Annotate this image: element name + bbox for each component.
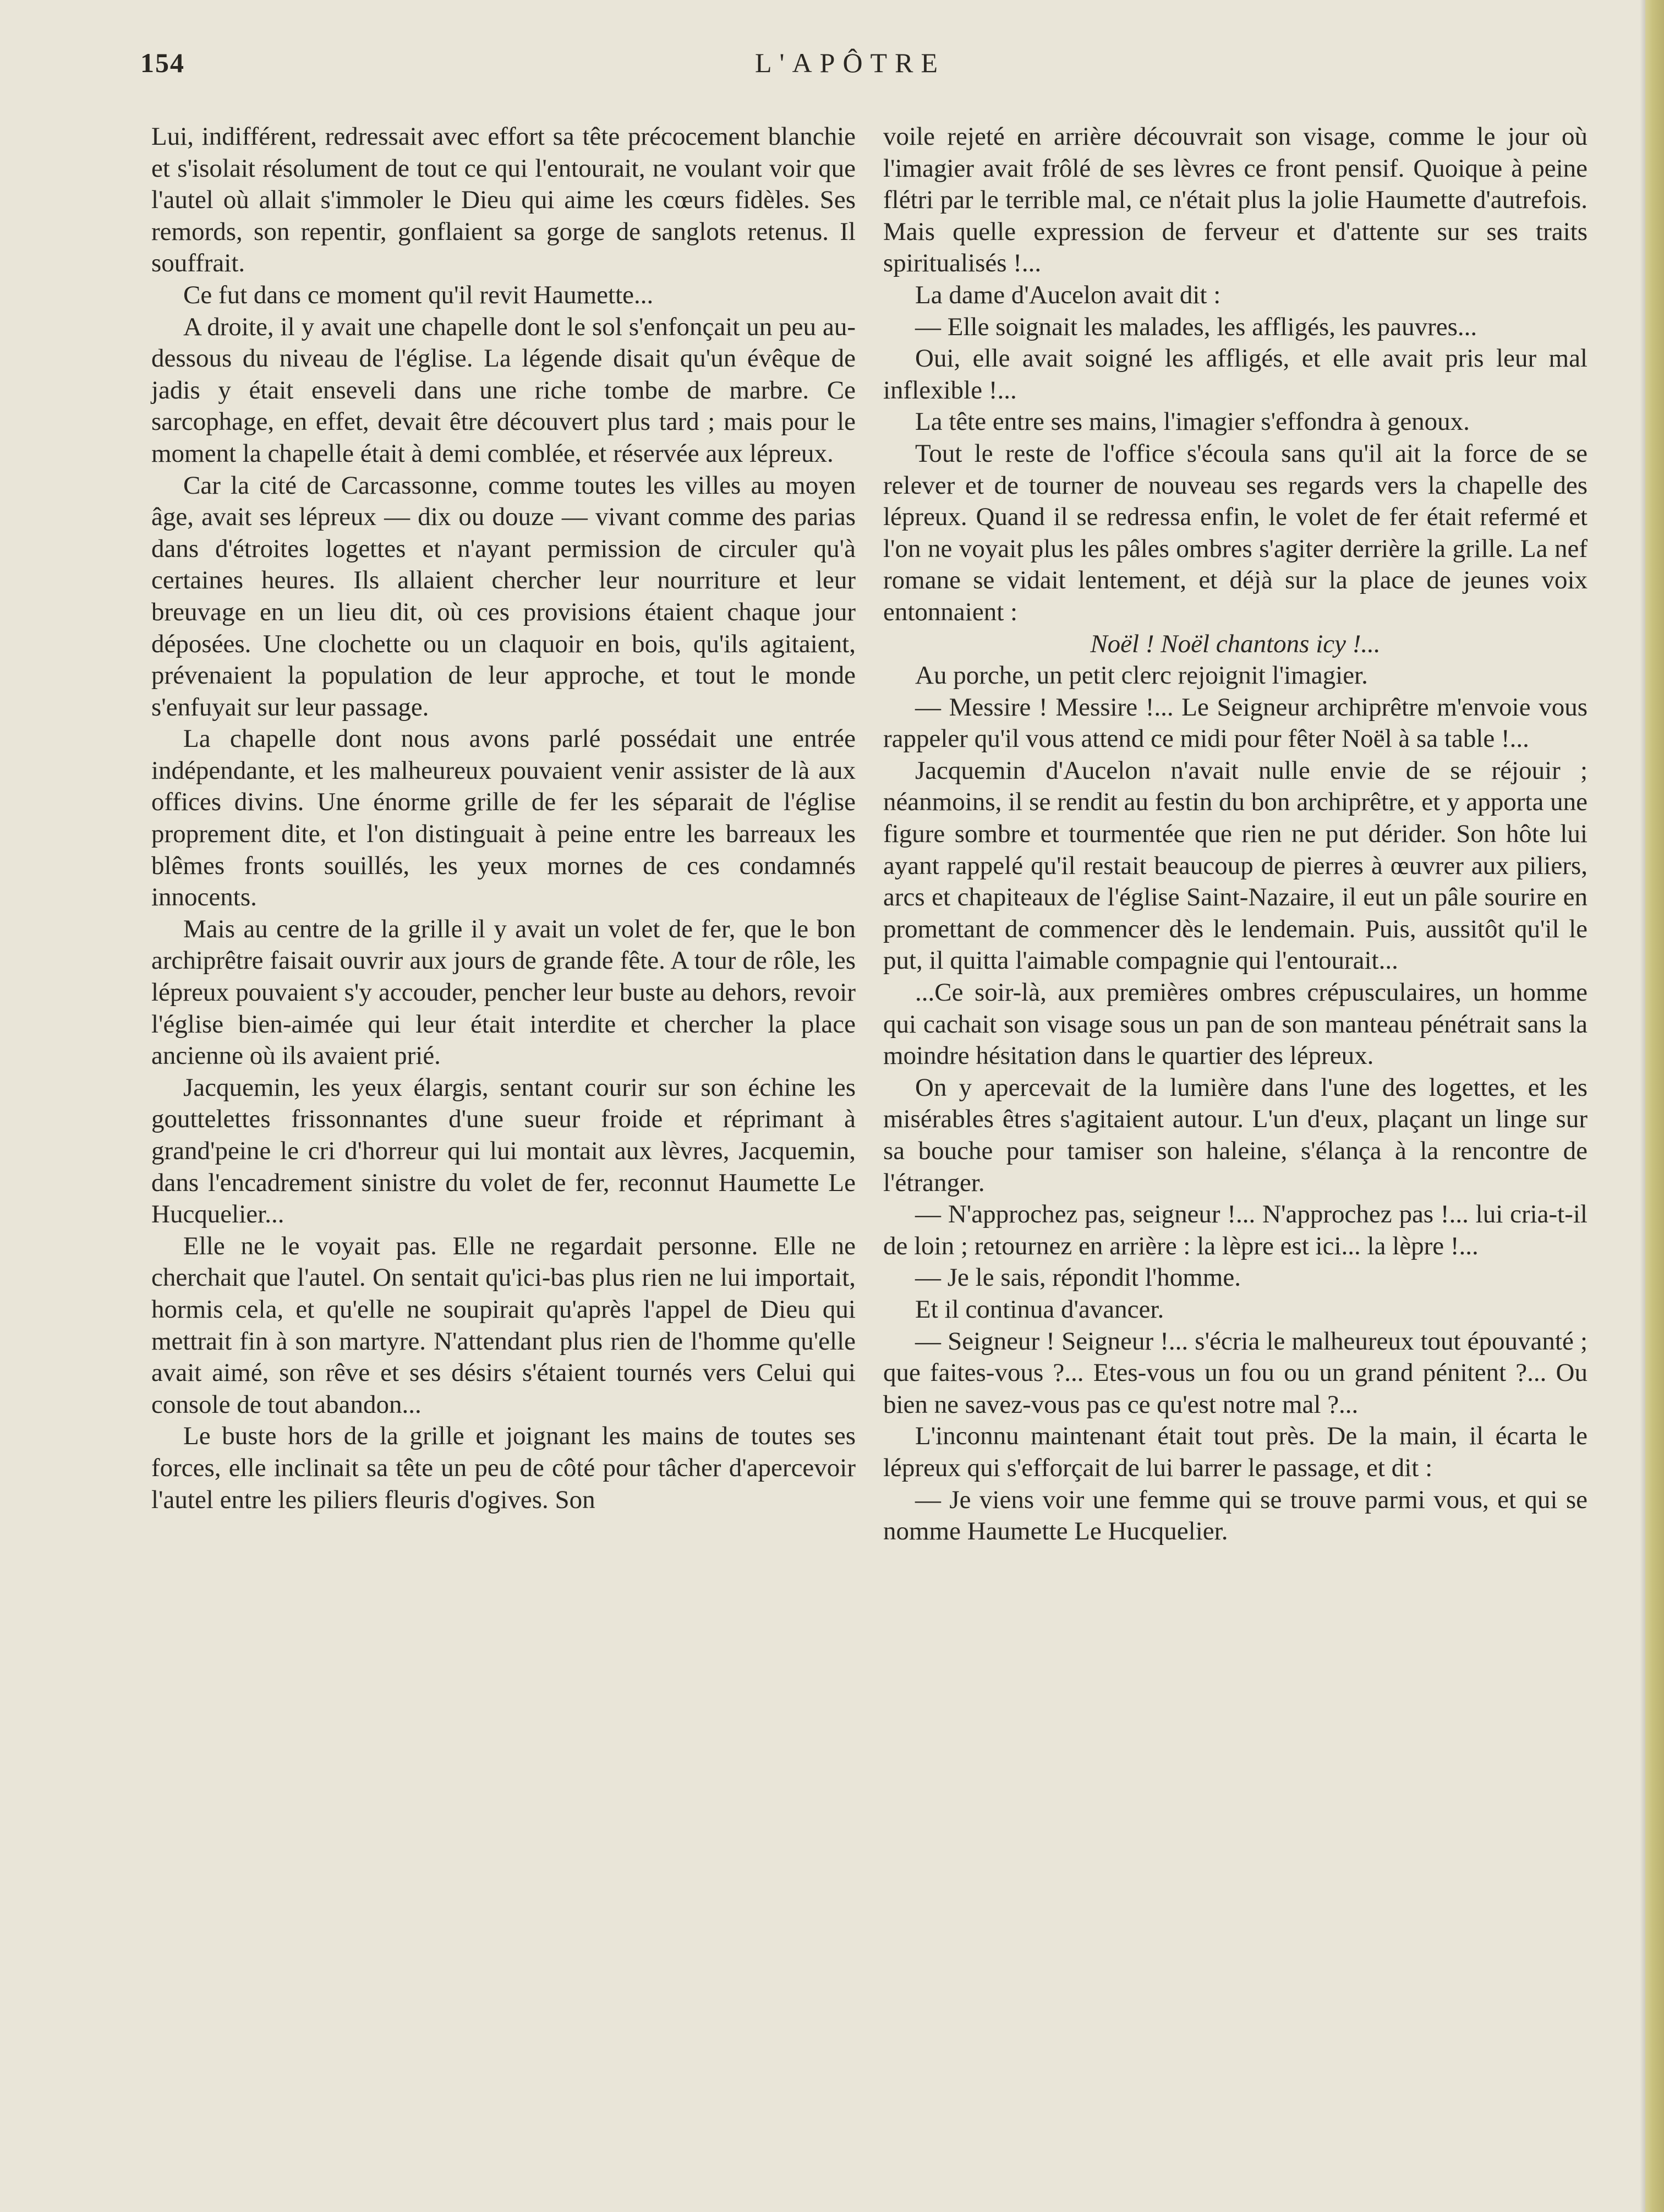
left-column: [151, 121, 856, 1516]
paragraph: On y apercevait de la lumière dans l'une des logettes, et les misérables êtres s'agitaient autour. L'un d'eux, plaçant un linge sur sa bouche pour tamiser son haleine, s'élança à la rencontre de l'étranger.: [883, 1073, 1588, 1197]
paragraph: La dame d'Aucelon avait dit :: [915, 280, 1221, 309]
paragraph: Ce fut dans ce moment qu'il revit Haumette...: [183, 280, 654, 309]
song-verse: Noël ! Noël chantons icy !...: [1090, 629, 1381, 658]
paragraph: La tête entre ses mains, l'imagier s'effondra à genoux.: [915, 407, 1470, 436]
right-column: [883, 121, 1588, 1548]
paragraph: Et il continua d'avancer.: [915, 1295, 1164, 1324]
running-title: L'APÔTRE: [754, 47, 945, 78]
paragraph: — Messire ! Messire !... Le Seigneur archiprêtre m'envoie vous rappeler qu'il vous attend ce midi pour fêter Noël à sa table !...: [883, 692, 1588, 753]
paragraph: — Seigneur ! Seigneur !... s'écria le malheureux tout épouvanté ; que faites-vous ?... Etes-vous un fou ou un grand pénitent ?... Ou bien ne savez-vous pas ce qu'est notre mal ?...: [883, 1326, 1588, 1419]
paragraph: Car la cité de Carcassonne, comme toutes les villes au moyen âge, avait ses lépreux — dix ou douze — vivant comme des parias dans d'étroites logettes et n'ayant permission de circuler qu'à certaines heures. Ils allaient chercher leur nourriture et leur breuvage en un lieu dit, où ces provisions étaient chaque jour déposées. Une clochette ou un claquoir en bois, qu'ils agitaient, prévenaient la population de leur approche, et tout le monde s'enfuyait sur leur passage.: [151, 471, 856, 722]
paragraph: ...Ce soir-là, aux premières ombres crépusculaires, un homme qui cachait son visage sous un pan de son manteau pénétrait sans la moindre hésitation dans le quartier des lépreux.: [883, 978, 1588, 1071]
paragraph: — Je viens voir une femme qui se trouve parmi vous, et qui se nomme Haumette Le Hucquelier.: [883, 1485, 1588, 1546]
paragraph: — Elle soignait les malades, les affligés, les pauvres...: [915, 312, 1477, 341]
paragraph: Au porche, un petit clerc rejoignit l'imagier.: [915, 661, 1368, 690]
paragraph: Elle ne le voyait pas. Elle ne regardait personne. Elle ne cherchait que l'autel. On sentait qu'ici-bas plus rien ne lui importait, hormis cela, et qu'elle ne soupirait qu'après l'appel de Dieu qui mettrait fin à son martyre. N'attendant plus rien de l'homme qu'elle avait aimé, son rêve et ses désirs s'étaient tournés vers Celui qui console de tout abandon...: [151, 1231, 856, 1419]
paragraph: Jacquemin, les yeux élargis, sentant courir sur son échine les gouttelettes frissonnantes d'une sueur froide et réprimant à grand'peine le cri d'horreur qui lui montait aux lèvres, Jacquemin, dans l'encadrement sinistre du volet de fer, reconnut Haumette Le Hucquelier...: [151, 1073, 856, 1229]
paragraph: Oui, elle avait soigné les affligés, et elle avait pris leur mal inflexible !...: [883, 344, 1588, 405]
paragraph: — N'approchez pas, seigneur !... N'approchez pas !... lui cria-t-il de loin ; retournez en arrière : la lèpre est ici... la lèpre !...: [883, 1200, 1588, 1260]
page-header: [140, 47, 1560, 91]
paragraph: A droite, il y avait une chapelle dont le sol s'enfonçait un peu au-dessous du niveau de l'église. La légende disait qu'un évêque de jadis y était enseveli dans une riche tombe de marbre. Ce sarcophage, en effet, devait être découvert plus tard ; mais pour le moment la chapelle était à demi comblée, et réservée aux lépreux.: [151, 312, 856, 468]
page-number: 154: [140, 47, 185, 78]
paragraph: Jacquemin d'Aucelon n'avait nulle envie de se réjouir ; néanmoins, il se rendit au festin du bon archiprêtre, et y apporta une figure sombre et tourmentée que rien ne put dérider. Son hôte lui ayant rappelé qu'il restait beaucoup de pierres à œuvrer aux piliers, arcs et chapiteaux de l'église Saint-Nazaire, il eut un pâle sourire en promettant de commencer dès le lendemain. Puis, aussitôt qu'il le put, il quitta l'aimable compagnie qui l'entourait...: [883, 756, 1588, 975]
paragraph: L'inconnu maintenant était tout près. De la main, il écarta le lépreux qui s'efforçait de lui barrer le passage, et dit :: [883, 1422, 1588, 1482]
paragraph: — Je le sais, répondit l'homme.: [915, 1263, 1241, 1292]
paragraph: voile rejeté en arrière découvrait son visage, comme le jour où l'imagier avait frôlé de ses lèvres ce front pensif. Quoique à peine flétri par le terrible mal, ce n'était plus la jolie Haumette d'autrefois. Mais quelle expression de ferveur et d'attente sur ses traits spiritualisés !...: [883, 122, 1588, 278]
page-edge: [1645, 0, 1664, 2212]
paragraph: Le buste hors de la grille et joignant les mains de toutes ses forces, elle inclinait sa tête un peu de côté pour tâcher d'apercevoir l'autel entre les piliers fleuris d'ogives. Son: [151, 1422, 856, 1514]
paragraph: Lui, indifférent, redressait avec effort sa tête précocement blanchie et s'isolait résolument de tout ce qui l'entourait, ne voulant voir que l'autel où allait s'immoler le Dieu qui aime les cœurs fidèles. Ses remords, son repentir, gonflaient sa gorge de sanglots retenus. Il souffrait.: [151, 122, 856, 278]
paragraph: La chapelle dont nous avons parlé possédait une entrée indépendante, et les malheureux pouvaient venir assister de là aux offices divins. Une énorme grille de fer les séparait de l'église proprement dite, et l'on distinguait à peine entre les barreaux les blêmes fronts souillés, les yeux mornes de ces condamnés innocents.: [151, 724, 856, 912]
page-edge-shadow: [1640, 0, 1645, 2212]
paragraph: Mais au centre de la grille il y avait un volet de fer, que le bon archiprêtre faisait ouvrir aux jours de grande fête. A tour de rôle, les lépreux pouvaient s'y accouder, pencher leur buste au dehors, revoir l'église bien-aimée qui leur était interdite et chercher la place ancienne où ils avaient prié.: [151, 914, 856, 1071]
paragraph: Tout le reste de l'office s'écoula sans qu'il ait la force de se relever et de tourner de nouveau ses regards vers la chapelle des lépreux. Quand il se redressa enfin, le volet de fer était refermé et l'on ne voyait plus les pâles ombres s'agiter derrière la grille. La nef romane se vidait lentement, et déjà sur la place de jeunes voix entonnaient :: [883, 439, 1588, 626]
